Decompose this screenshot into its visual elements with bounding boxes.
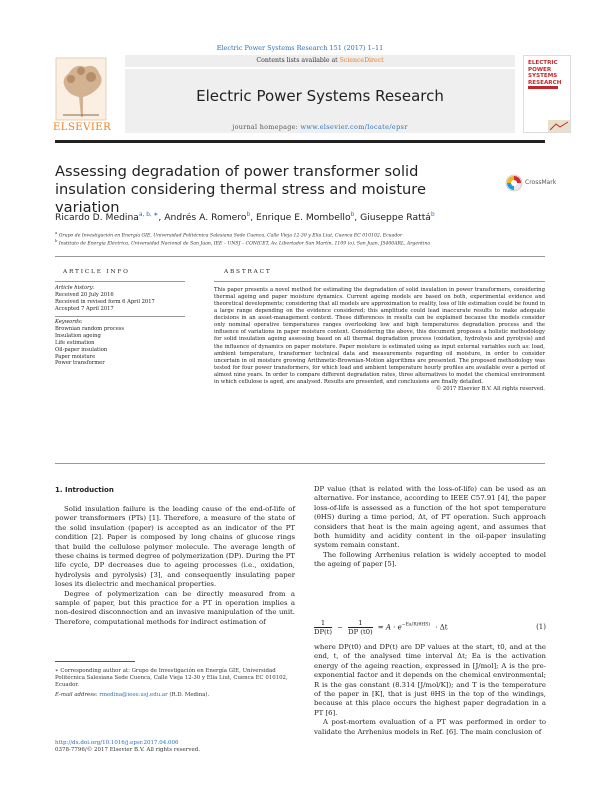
author-affiliation-mark[interactable]: b bbox=[350, 212, 355, 218]
section-heading: 1. Introduction bbox=[55, 486, 114, 494]
article-info-rule bbox=[55, 316, 185, 317]
journal-citation[interactable]: Electric Power Systems Research 151 (2017) 1–11 bbox=[216, 44, 384, 52]
paragraph: Solid insulation failure is the leading cause of the end-of-life of power transformers (PTs) [1]. Therefore, a measure of the state of the solid insulation (paper) is accepted as an indicator of the PT condition [2]. Paper is composed by long chains of glucose rings that build the cellulose polymer molecule. The average length of these chains is termed degree of polymerization (DP). During the PT life cycle, DP decreases due to ageing processes (i.e., oxidation, hydrolysis and pyrolysis) [3], and consequently insulating paper loses its dielectric and mechanical properties. bbox=[55, 505, 295, 589]
paragraph: where DP(t0) and DP(t) are DP values at the start, t0, and at the end, t, of the analysed time interval Δt; Ea is the activation energy of the ageing reaction, expressed in [J/mol]; A is the pre-exponential factor and it depends on the chemical environmental; R is the gas constant (8.314 [J/mol/K]); and T is the temperature of the paper in [K], that is just θHS in the top of the windings, because at this place occurs the highest paper degradation in a PT [6]. bbox=[314, 643, 546, 717]
header-rule bbox=[55, 140, 545, 143]
paragraph: The following Arrhenius relation is widely accepted to model the ageing of paper [5]. bbox=[314, 550, 546, 569]
crossmark-badge[interactable] bbox=[505, 174, 557, 192]
sciencedirect-link[interactable]: ScienceDirect bbox=[339, 57, 384, 64]
article-info-heading: ARTICLE INFO bbox=[63, 269, 130, 275]
equation-number: (1) bbox=[536, 623, 546, 631]
history-label: Article history: bbox=[55, 285, 95, 291]
section-divider bbox=[55, 463, 545, 464]
keyword-item: Paper moisture bbox=[55, 353, 96, 360]
paragraph: DP value (that is related with the loss-of-life) can be used as an alternative. For instance, according to IEEE C57.91 [4], the paper loss-of-life is assessed as a function of the hot spot temperature (θHS) during a time period, Δt, of PT operation. Such approach considers that heat is the main ageing agent, and assumes that both humidity and acidity content in the oil-paper insulating system remain constant. bbox=[314, 485, 546, 550]
article-identifiers bbox=[55, 740, 295, 755]
journal-header bbox=[53, 55, 562, 138]
journal-homepage bbox=[125, 123, 515, 131]
author-list: Ricardo D. Medina$^{a, b, ∗}$, Andrés A. Romero$^b$, Enrique E. Mombello$^b$, Giuseppe Rattá$^b$ bbox=[55, 212, 435, 224]
left-column bbox=[55, 505, 295, 627]
section-divider bbox=[55, 256, 545, 257]
keywords bbox=[55, 319, 205, 367]
right-column bbox=[314, 485, 546, 570]
keyword-item: Oil-paper insulation bbox=[55, 346, 108, 353]
crossmark-label: CrossMark bbox=[525, 179, 557, 186]
email-note: E-mail address: rmedina@ieee.usj.edu.ar (R.D. Medina). bbox=[55, 692, 210, 699]
keyword-item: Brownian random process bbox=[55, 325, 125, 332]
author-name: Giuseppe Rattá bbox=[360, 212, 431, 224]
publisher-name: ELSEVIER bbox=[53, 122, 112, 133]
footnote-rule bbox=[55, 661, 135, 662]
keyword-item: Insulation ageing bbox=[55, 332, 101, 339]
cover-title: ELECTRIC POWER SYSTEMS RESEARCH bbox=[528, 60, 562, 86]
history-item: Received in revised form 6 April 2017 bbox=[55, 298, 155, 305]
article-title: Assessing degradation of power transformer solid insulation considering thermal stress and moisture variation bbox=[55, 163, 426, 216]
author-affiliation-mark[interactable]: b bbox=[430, 212, 435, 218]
issn-line: 0378-7796/© 2017 Elsevier B.V. All rights reserved. bbox=[55, 747, 201, 754]
author-affiliation-mark[interactable]: b bbox=[246, 212, 251, 218]
affiliation-text: Grupo de Investigación en Energía GIE, Universidad Politécnica Salesiana Sede Cuenca, Calle Vieja 12-30 y Elia Liut, Cuenca EC 010102, Ecuador bbox=[58, 233, 403, 239]
affiliation-mark: a bbox=[55, 230, 58, 235]
corresponding-author-note: ∗ Corresponding author at: Grupo de Investigación en Energía GIE, Universidad Politécnica Salesiana Sede Cuenca, Calle Vieja 12-30 y Elia Liut, Cuenca EC 010102, Ecuador. bbox=[55, 668, 288, 689]
contents-prefix: Contents lists available at bbox=[256, 57, 340, 64]
equation-fraction: $\frac{1}{DP(t)}$ bbox=[314, 619, 333, 636]
crossmark-icon bbox=[505, 174, 523, 192]
cover-graphic-icon bbox=[548, 120, 570, 132]
history-item: Received 20 July 2016 bbox=[55, 291, 114, 298]
author-affiliation-mark[interactable]: a, b, ∗ bbox=[138, 212, 159, 218]
contents-bar bbox=[125, 55, 515, 67]
history-item: Accepted 7 April 2017 bbox=[55, 305, 114, 312]
doi-link[interactable]: http://dx.doi.org/10.1016/j.epsr.2017.04.006 bbox=[55, 740, 179, 746]
abstract-copyright: © 2017 Elsevier B.V. All rights reserved. bbox=[435, 385, 545, 392]
email-link[interactable]: rmedina@ieee.usj.edu.ar bbox=[99, 692, 168, 699]
affiliation bbox=[55, 238, 430, 247]
abstract bbox=[214, 287, 545, 393]
keyword-item: Power transformer bbox=[55, 360, 105, 367]
paragraph: A post-mortem evaluation of a PT was performed in order to validate the Arrhenius models in Ref. [6]. The main conclusion of bbox=[314, 718, 546, 736]
affiliation-text: Instituto de Energía Eléctrica, Universidad Nacional de San Juan, IEE – UNSJ – CONICET, Av. Libertador San Martín, 1109 (o), San Juan, J5400ARL, Argentina bbox=[58, 241, 431, 247]
journal-cover bbox=[523, 55, 571, 133]
author-name: Ricardo D. Medina bbox=[55, 212, 139, 224]
elsevier-tree-icon bbox=[55, 57, 107, 121]
equation-1: $\frac{1}{DP(t)}$ − $\frac{1}{DP (t0)}$ = $A \cdot e^{-Ea/R(\theta HS)} \cdot \Delta t$ (1) bbox=[314, 619, 546, 636]
affiliation-mark: b bbox=[55, 238, 58, 243]
right-column-continued bbox=[314, 643, 546, 737]
article-history bbox=[55, 285, 205, 313]
abstract-rule bbox=[214, 281, 545, 282]
keywords-label: Keywords: bbox=[55, 319, 83, 325]
abstract-heading: ABSTRACT bbox=[224, 269, 272, 275]
keyword-item: Life estimation bbox=[55, 339, 95, 346]
paragraph: Degree of polymerization can be directly measured from a sample of paper, but this practice for a PT in operation implies a non-desired disconnection and an invasive manipulation of the unit. Therefore, computational methods for indirect estimation of bbox=[55, 589, 295, 626]
elsevier-logo bbox=[53, 57, 112, 133]
author-name: Andrés A. Romero bbox=[164, 212, 247, 224]
abstract-body: This paper presents a novel method for estimating the degradation of solid insulation in power transformers, considering thermal ageing and paper moisture dynamics. Current ageing models are based on both, experimental evidence and theoretical developments; considering that all models are approximation to reality, loss of life estimation could be found in a large range depending on the evidence considered; this amplitude could lead inaccurate results to make adequate decisions in an asset-management context. These differences in results can be explained because the models consider only nominal operative temperatures ranges overlooking low and high temperatures degradation process and the influence of variations in paper moisture content. Considering the above, this document proposes a holistic methodology for solid insulation ageing assessing based on all thermal degradation process (oxidation, hydrolysis and pyrolysis) and the influence of dynamics on paper moisture. Paper moisture is estimated using as input external variables such as: load, ambient temperature, transformer technical data and measurements regarding oil moisture, in order to consider uncertain in oil moisture growing Arithmetic-Brownian-Motion algorithms are presented. The proposed methodology was tested for four power transformers, for which load and ambient temperature hourly profiles are available over a period of almost nine years. In order to compare different degradation rates, three alternatives to model the chemical environment in which cellulose is aged, are analysed. Results are presented, and conclusions are finally detailed. bbox=[214, 287, 545, 385]
footnote bbox=[55, 668, 295, 699]
cover-stripe bbox=[528, 86, 558, 89]
equation-fraction: $\frac{1}{DP (t0)}$ bbox=[348, 619, 373, 636]
journal-banner bbox=[125, 69, 515, 133]
author-name: Enrique E. Mombello bbox=[256, 212, 351, 224]
article-info-rule bbox=[55, 281, 185, 282]
journal-name: Electric Power Systems Research bbox=[196, 87, 444, 105]
homepage-link[interactable]: www.elsevier.com/locate/epsr bbox=[300, 123, 408, 131]
homepage-prefix: journal homepage: bbox=[232, 123, 301, 131]
